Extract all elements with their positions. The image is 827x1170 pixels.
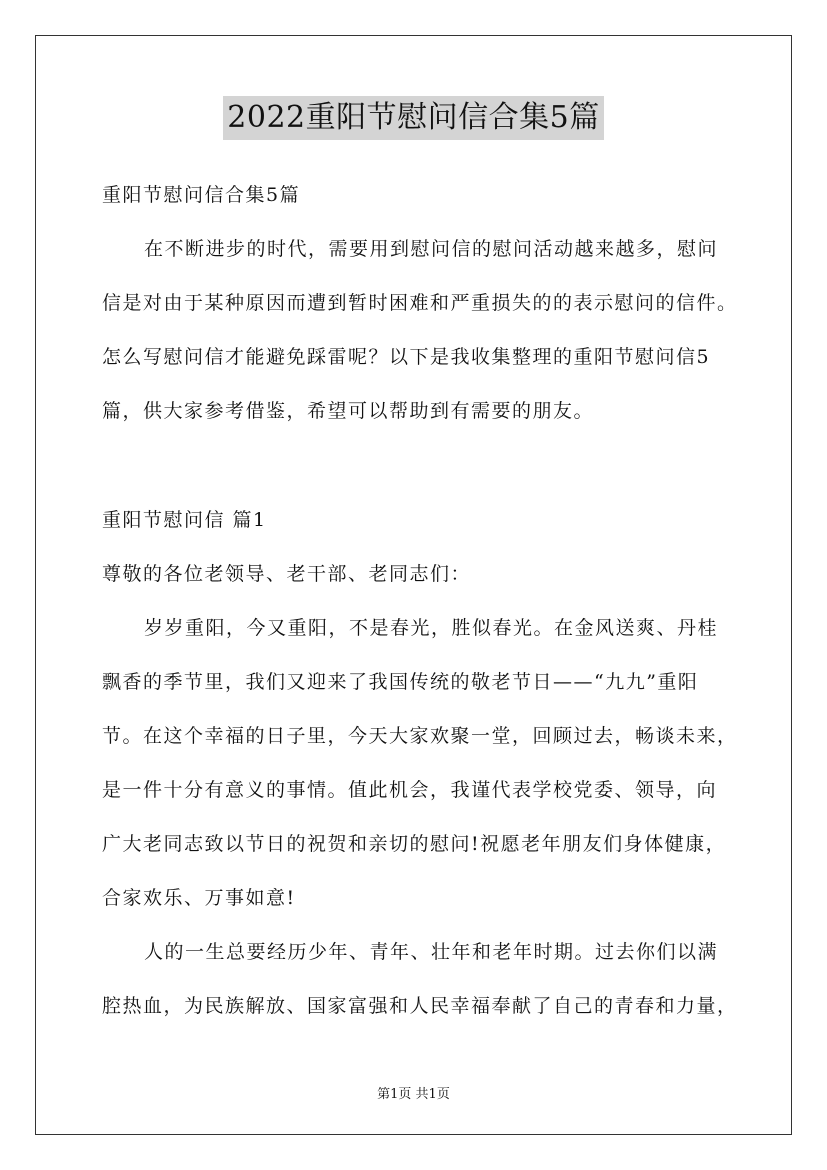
paragraph2-line-2: 腔热血，为民族解放、国家富强和人民幸福奉献了自己的青春和力量，	[102, 995, 738, 1017]
page-number: 第1页 共1页	[377, 1087, 450, 1102]
paragraph1-line-4: 是一件十分有意义的事情。值此机会，我谨代表学校党委、领导，向	[102, 779, 718, 801]
paragraph1-line-6: 合家欢乐、万事如意!	[102, 887, 296, 909]
paragraph1-line-2: 飘香的季节里，我们又迎来了我国传统的敬老节日——“九九”重阳	[102, 671, 699, 693]
salutation: 尊敬的各位老领导、老干部、老同志们：	[102, 563, 472, 585]
subtitle: 重阳节慰问信合集5篇	[102, 184, 301, 206]
paragraph2-line-1: 人的一生总要经历少年、青年、壮年和老年时期。过去你们以满	[144, 941, 719, 963]
paragraph1-line-3: 节。在这个幸福的日子里，今天大家欢聚一堂，回顾过去，畅谈未来，	[102, 725, 738, 747]
title-container	[0, 96, 827, 140]
paragraph1-line-5: 广大老同志致以节日的祝贺和亲切的慰问!祝愿老年朋友们身体健康，	[102, 833, 727, 855]
intro-line-3: 怎么写慰问信才能避免踩雷呢？以下是我收集整理的重阳节慰问信5	[102, 346, 711, 368]
document-title: 2022重阳节慰问信合集5篇	[223, 96, 603, 140]
section-heading: 重阳节慰问信 篇1	[102, 509, 267, 531]
intro-line-1: 在不断进步的时代，需要用到慰问信的慰问活动越来越多，慰问	[144, 238, 719, 260]
intro-line-2: 信是对由于某种原因而遭到暂时困难和严重损失的的表示慰问的信件。	[102, 292, 738, 314]
intro-line-4: 篇，供大家参考借鉴，希望可以帮助到有需要的朋友。	[102, 400, 595, 422]
paragraph1-line-1: 岁岁重阳，今又重阳，不是春光，胜似春光。在金风送爽、丹桂	[144, 617, 719, 639]
